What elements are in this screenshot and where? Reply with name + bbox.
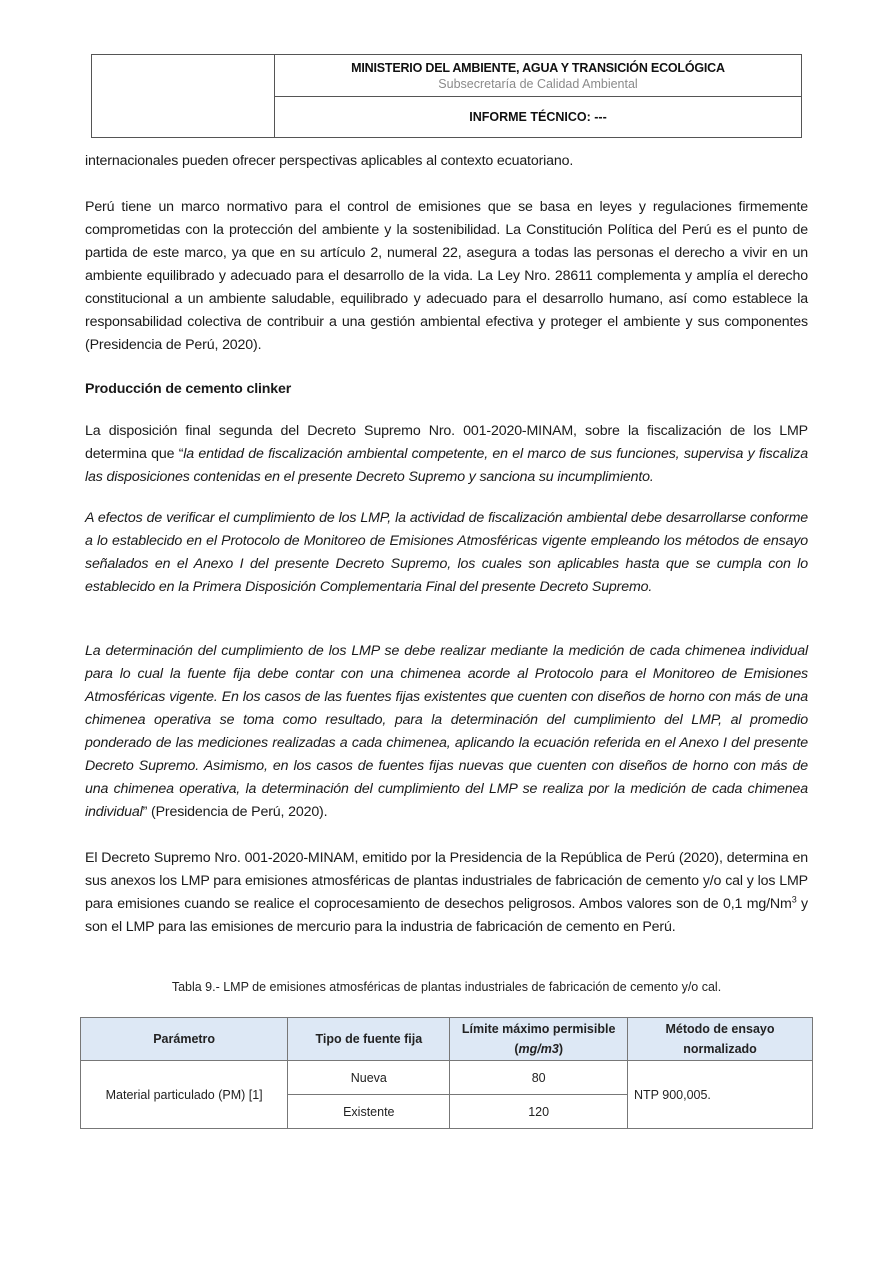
- header-metodo: Método de ensayo normalizado: [628, 1018, 813, 1061]
- header-tipo-fuente: Tipo de fuente fija: [288, 1018, 450, 1061]
- paragraph-intro-end: internacionales pueden ofrecer perspectivas aplicables al contexto ecuatoriano.: [85, 153, 574, 169]
- section-heading: Producción de cemento clinker: [85, 381, 292, 397]
- paragraph-peru-framework: Perú tiene un marco normativo para el control de emisiones que se basa en leyes y regulaciones firmemente comprometidas con la protección del ambiente y la sostenibilidad. La Constitución Política del Perú es el punto de partida de este marco, ya que en su artículo 2, numeral 22, asegura a todas las personas el derecho a vivir en un ambiente equilibrado y adecuado para el desarrollo de la vida. La Ley Nro. 28611 complementa y amplía el derecho constitucional a un ambiente saludable, equilibrado y adecuado para el desarrollo humano, así como establece la responsabilidad colectiva de contribuir a una gestión ambiental efectiva y proteger el ambiente y sus componentes (Presidencia de Perú, 2020).: [85, 199, 808, 353]
- table-row: [81, 1061, 813, 1095]
- table-header-row: [81, 1018, 813, 1061]
- cell-metodo: NTP 900,005.: [628, 1061, 813, 1129]
- subsecretariat-name: Subsecretaría de Calidad Ambiental: [438, 77, 638, 91]
- header-logo-cell: [92, 55, 275, 137]
- cell-parametro: Material particulado (PM) [1]: [81, 1061, 288, 1129]
- paragraph-quote-verification: A efectos de verificar el cumplimiento de los LMP, la actividad de fiscalización ambiental debe desarrollarse conforme a lo establecido en el Protocolo de Monitoreo de Emisiones Atmosféricas vigente empleando los métodos de ensayo señalados en el Anexo I del presente Decreto Supremo, los cuales son aplicables hasta que se cumpla con lo establecido en la Primera Disposición Complementaria Final del presente Decreto Supremo.: [85, 510, 808, 595]
- document-header: [91, 54, 802, 138]
- paragraph-decree-annexes: El Decreto Supremo Nro. 001-2020-MINAM, emitido por la Presidencia de la República de Perú (2020), determina en sus anexos los LMP para emisiones atmosféricas de plantas industriales de fabricación de cemento y/o cal y los LMP para emisiones cuando se realice el coprocesamiento de desechos peligrosos. Ambos valores son de 0,1 mg/Nm$^3$ y son el LMP para las emisiones de mercurio para la industria de fabricación de cemento en Perú.: [85, 850, 808, 935]
- lmp-table: [80, 1017, 813, 1129]
- cell-tipo: Nueva: [288, 1061, 450, 1095]
- header-parametro: Parámetro: [81, 1018, 288, 1061]
- header-limite: Límite máximo permisible (mg/m3): [450, 1018, 628, 1061]
- cell-limite: 120: [450, 1095, 628, 1129]
- paragraph-quote-determination: La determinación del cumplimiento de los LMP se debe realizar mediante la medición de cada chimenea individual para lo cual la fuente fija debe contar con una chimenea acorde al Protocolo para el Monitoreo de Emisiones Atmosféricas vigente. En los casos de las fuentes fijas existentes que cuenten con diseños de horno con más de una chimenea operativa se toma como resultado, para la determinación del cumplimiento del LMP, al promedio ponderado de las mediciones realizadas a cada chimenea, aplicando la ecuación referida en el Anexo I del presente Decreto Supremo. Asimismo, en los casos de fuentes fijas nuevas que cuenten con diseños de horno con más de una chimenea operativa, la determinación del cumplimiento del LMP se realiza por la medición de cada chimenea individual” (Presidencia de Perú, 2020).: [85, 643, 808, 820]
- ministry-name: MINISTERIO DEL AMBIENTE, AGUA Y TRANSICIÓN ECOLÓGICA: [351, 61, 725, 75]
- report-label: INFORME TÉCNICO: ---: [469, 110, 607, 124]
- paragraph-final-disposition: La disposición final segunda del Decreto Supremo Nro. 001-2020-MINAM, sobre la fiscalización de los LMP determina que “la entidad de fiscalización ambiental competente, en el marco de sus funciones, supervisa y fiscaliza las disposiciones contenidas en el presente Decreto Supremo y sanciona su incumplimiento.: [85, 423, 808, 485]
- cell-tipo: Existente: [288, 1095, 450, 1129]
- table-caption: Tabla 9.- LMP de emisiones atmosféricas de plantas industriales de fabricación de cemento y/o cal.: [171, 980, 722, 994]
- cell-limite: 80: [450, 1061, 628, 1095]
